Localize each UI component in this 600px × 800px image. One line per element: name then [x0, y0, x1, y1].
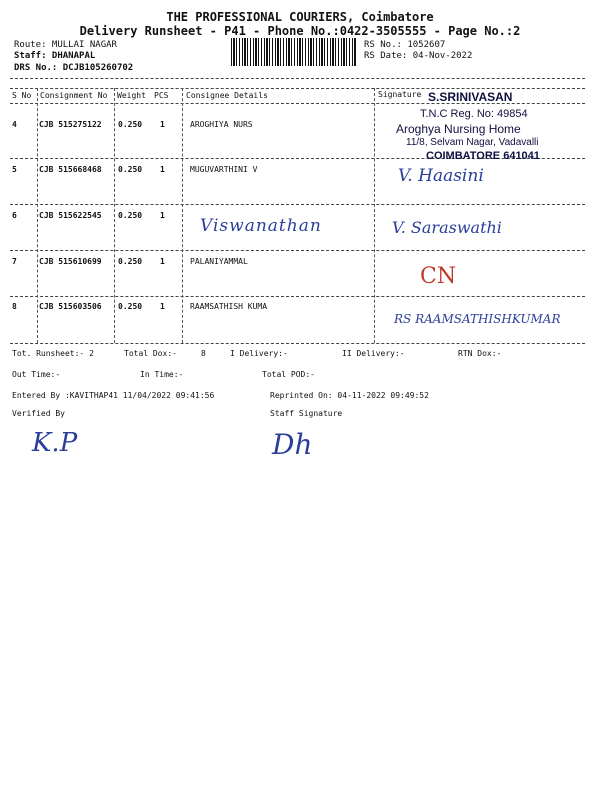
row-pcs: 1	[160, 211, 165, 220]
row-consignee: PALANIYAMMAL	[190, 257, 248, 266]
col-header-consignment: Consignment No	[40, 91, 108, 100]
verified-by-label: Verified By	[12, 409, 65, 418]
col-header-pcs: PCS	[154, 91, 169, 100]
row8-signature: RS RAAMSATHISHKUMAR	[394, 312, 561, 326]
column-divider	[114, 88, 115, 343]
row-pcs: 1	[160, 120, 165, 129]
in-time: In Time:-	[140, 370, 184, 379]
stamp-name: S.SRINIVASAN	[428, 90, 513, 104]
total-dox-value: 8	[201, 349, 206, 358]
nursing-home-stamp	[392, 90, 562, 160]
reprinted-on: Reprinted On: 04-11-2022 09:49:52	[270, 391, 429, 400]
rs-number: RS No.: 1052607	[364, 40, 446, 50]
row-consignee: RAAMSATHISH KUMA	[190, 302, 268, 311]
row-weight: 0.250	[118, 120, 143, 129]
row5-signature: V. Haasini	[398, 166, 484, 186]
runsheet-subtitle: Delivery Runsheet - P41 - Phone No.:0422-3505555 - Page No.:2	[79, 24, 521, 38]
row-pcs: 1	[160, 302, 165, 311]
row-sno: 4	[12, 120, 17, 129]
out-time: Out Time:-	[12, 370, 61, 379]
total-dox-label: Total Dox:-	[124, 349, 177, 358]
row-sno: 7	[12, 257, 17, 266]
row-consignee: AROGHIYA NURS	[190, 120, 253, 129]
row-consignment: CJB 515603506	[39, 302, 102, 311]
drs-label: DRS No.: DCJB105260702	[14, 63, 134, 73]
col-header-consignee: Consignee Details	[186, 91, 268, 100]
row-weight: 0.250	[118, 211, 143, 220]
staff-signature: Dh	[272, 428, 313, 461]
rtn-dox: RTN Dox:-	[458, 349, 502, 358]
rule	[10, 88, 585, 89]
col-header-signature: Signature	[378, 90, 422, 99]
verified-signature: K.P	[32, 428, 78, 458]
row6-signature: V. Saraswathi	[392, 218, 502, 237]
tot-runsheet: Tot. Runsheet:- 2	[12, 349, 94, 358]
col-header-sno: S No	[12, 91, 32, 100]
staff-signature-label: Staff Signature	[270, 409, 343, 418]
stamp-city: COIMBATORE 641041	[426, 150, 540, 162]
barcode	[231, 38, 356, 66]
row-weight: 0.250	[118, 302, 143, 311]
row-sno: 5	[12, 165, 17, 174]
row-consignee: MUGUVARTHINI V	[190, 165, 258, 174]
rule	[10, 343, 585, 344]
row-weight: 0.250	[118, 257, 143, 266]
row-pcs: 1	[160, 257, 165, 266]
row7-signature: CN	[420, 264, 457, 289]
i-delivery: I Delivery:-	[230, 349, 288, 358]
rule	[10, 78, 585, 79]
company-title: THE PROFESSIONAL COURIERS, Coimbatore	[166, 10, 434, 24]
column-divider	[374, 88, 375, 343]
stamp-reg: T.N.C Reg. No: 49854	[420, 108, 528, 120]
row-pcs: 1	[160, 165, 165, 174]
stamp-addr: 11/8, Selvam Nagar, Vadavalli	[406, 137, 539, 148]
row-consignment: CJB 515668468	[39, 165, 102, 174]
row-consignment: CJB 515622545	[39, 211, 102, 220]
entered-by: Entered By :KAVITHAP41 11/04/2022 09:41:56	[12, 391, 215, 400]
stamp-org: Aroghya Nursing Home	[396, 122, 521, 136]
rs-date: RS Date: 04-Nov-2022	[364, 51, 473, 61]
column-divider	[37, 88, 38, 343]
ii-delivery: II Delivery:-	[342, 349, 405, 358]
staff-label: Staff: DHANAPAL	[14, 51, 96, 61]
col-header-weight: Weight	[117, 91, 146, 100]
rule	[10, 250, 585, 251]
row-consignment: CJB 515610699	[39, 257, 102, 266]
column-divider	[182, 88, 183, 343]
rule	[10, 204, 585, 205]
total-pod: Total POD:-	[262, 370, 315, 379]
row-sno: 8	[12, 302, 17, 311]
route-label: Route: MULLAI NAGAR	[14, 40, 117, 50]
row-consignment: CJB 515275122	[39, 120, 102, 129]
row6-receiver-name: Viswanathan	[200, 216, 322, 236]
row-sno: 6	[12, 211, 17, 220]
row-weight: 0.250	[118, 165, 143, 174]
rule	[10, 296, 585, 297]
